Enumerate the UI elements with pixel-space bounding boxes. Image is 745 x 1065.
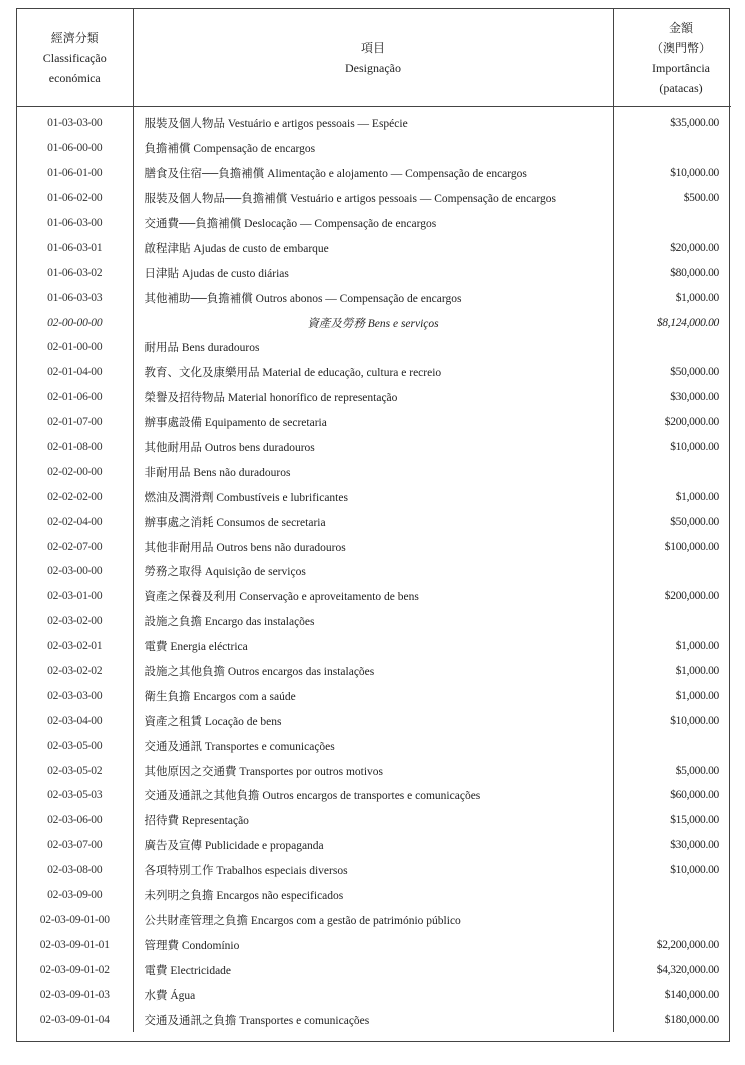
code-cell: 02-02-02-00 [17, 484, 133, 509]
code-cell: 02-03-06-00 [17, 808, 133, 833]
header-currency-pt: (patacas) [659, 80, 703, 95]
amount-cell [613, 459, 731, 484]
designation-cell: 交通及通訊之負擔 Transportes e comunicações [133, 1007, 613, 1032]
table-row [17, 883, 731, 908]
amount-cell [613, 883, 731, 908]
header-currency-zh: （澳門幣） [650, 40, 711, 55]
table-row [17, 808, 731, 833]
amount-cell: $10,000.00 [670, 714, 719, 727]
table-row [17, 609, 731, 634]
table-row [17, 107, 731, 136]
amount-cell: $5,000.00 [675, 764, 719, 777]
amount-cell [613, 908, 731, 933]
designation-cell: 交通及通訊 Transportes e comunicações [133, 733, 613, 758]
header-designation [133, 9, 613, 107]
designation-cell: 其他原因之交通費 Transportes por outros motivos [133, 758, 613, 783]
table-body [17, 107, 731, 1032]
header-amount [613, 9, 731, 107]
amount-cell: $30,000.00 [670, 391, 719, 404]
code-cell: 02-03-09-01-01 [17, 932, 133, 957]
table-row [17, 659, 731, 684]
designation-cell: 其他耐用品 Outros bens duradouros [133, 435, 613, 460]
table-row [17, 908, 731, 933]
amount-cell: $10,000.00 [670, 167, 719, 180]
table-row [17, 211, 731, 236]
header-designation-zh: 項目 [360, 40, 385, 55]
table-row [17, 559, 731, 584]
designation-cell: 非耐用品 Bens não duradouros [133, 459, 613, 484]
code-cell: 02-03-02-02 [17, 659, 133, 684]
code-cell: 02-03-04-00 [17, 708, 133, 733]
designation-cell: 電費 Energia eléctrica [133, 634, 613, 659]
table-row [17, 534, 731, 559]
amount-cell: $180,000.00 [664, 1013, 719, 1026]
code-cell: 02-03-03-00 [17, 683, 133, 708]
code-cell: 02-01-00-00 [17, 335, 133, 360]
code-cell: 02-03-07-00 [17, 833, 133, 858]
table-row [17, 484, 731, 509]
designation-cell: 啟程津貼 Ajudas de custo de embarque [133, 235, 613, 260]
designation-cell: 招待費 Representação [133, 808, 613, 833]
amount-cell: $50,000.00 [670, 515, 719, 528]
designation-cell: 資產及勞務 Bens e serviços [133, 310, 613, 335]
designation-cell: 電費 Electricidade [133, 957, 613, 982]
amount-cell: $140,000.00 [664, 988, 719, 1001]
header-classification-pt-1: Classificação [42, 50, 107, 65]
table-row [17, 957, 731, 982]
table-row [17, 360, 731, 385]
table-row [17, 260, 731, 285]
amount-cell [613, 609, 731, 634]
amount-cell: $1,000.00 [675, 689, 719, 702]
designation-cell: 勞務之取得 Aquisição de serviços [133, 559, 613, 584]
amount-cell: $200,000.00 [664, 590, 719, 603]
code-cell: 01-06-03-01 [17, 235, 133, 260]
table-row [17, 858, 731, 883]
table-row [17, 161, 731, 186]
table-row [17, 410, 731, 435]
code-cell: 02-01-06-00 [17, 385, 133, 410]
designation-cell: 各項特別工作 Trabalhos especiais diversos [133, 858, 613, 883]
table-row [17, 932, 731, 957]
amount-cell: $15,000.00 [670, 814, 719, 827]
code-cell: 02-03-02-00 [17, 609, 133, 634]
code-cell: 02-02-04-00 [17, 509, 133, 534]
designation-cell: 資產之租賃 Locação de bens [133, 708, 613, 733]
table-row [17, 1007, 731, 1032]
amount-cell: $20,000.00 [670, 241, 719, 254]
designation-cell: 未列明之負擔 Encargos não especificados [133, 883, 613, 908]
code-cell: 01-06-01-00 [17, 161, 133, 186]
code-cell: 02-03-02-01 [17, 634, 133, 659]
amount-cell: $1,000.00 [675, 640, 719, 653]
designation-cell: 服裝及個人物品 Vestuário e artigos pessoais — Espécie [133, 107, 613, 136]
table-row [17, 285, 731, 310]
code-cell: 01-06-02-00 [17, 186, 133, 211]
table-row [17, 982, 731, 1007]
amount-cell [613, 136, 731, 161]
amount-cell: $500.00 [683, 192, 719, 205]
amount-cell: $1,000.00 [675, 490, 719, 503]
designation-cell: 辦事處設備 Equipamento de secretaria [133, 410, 613, 435]
code-cell: 02-03-09-00 [17, 883, 133, 908]
amount-cell: $1,000.00 [675, 665, 719, 678]
code-cell: 02-01-07-00 [17, 410, 133, 435]
header-classification-pt-2: económica [48, 70, 101, 85]
amount-cell: $200,000.00 [664, 416, 719, 429]
code-cell: 02-03-09-01-02 [17, 957, 133, 982]
table-row [17, 235, 731, 260]
designation-cell: 教育、文化及康樂用品 Material de educação, cultura e recreio [133, 360, 613, 385]
designation-cell: 設施之其他負擔 Outros encargos das instalações [133, 659, 613, 684]
amount-cell: $1,000.00 [675, 291, 719, 304]
amount-cell: $100,000.00 [664, 540, 719, 553]
amount-cell: $10,000.00 [670, 441, 719, 454]
designation-cell: 服裝及個人物品──負擔補償 Vestuário e artigos pessoais — Compensação de encargos [133, 186, 613, 211]
amount-cell: $10,000.00 [670, 864, 719, 877]
amount-cell: $60,000.00 [670, 789, 719, 802]
amount-cell [613, 335, 731, 360]
amount-cell: $4,320,000.00 [656, 963, 719, 976]
header-designation-pt: Designação [345, 60, 401, 75]
code-cell: 02-03-05-02 [17, 758, 133, 783]
code-cell: 02-03-00-00 [17, 559, 133, 584]
code-cell: 02-03-08-00 [17, 858, 133, 883]
table-row [17, 733, 731, 758]
designation-cell: 水費 Água [133, 982, 613, 1007]
code-cell: 02-01-08-00 [17, 435, 133, 460]
header-classification-zh: 經濟分類 [50, 30, 99, 45]
designation-cell: 管理費 Condomínio [133, 932, 613, 957]
code-cell: 01-06-03-02 [17, 260, 133, 285]
table-row [17, 833, 731, 858]
designation-cell: 衛生負擔 Encargos com a saúde [133, 683, 613, 708]
designation-cell: 公共財產管理之負擔 Encargos com a gestão de património público [133, 908, 613, 933]
amount-cell [613, 733, 731, 758]
code-cell: 01-03-03-00 [17, 107, 133, 136]
header-amount-pt: Importância [652, 60, 710, 75]
table-header-row [17, 9, 731, 107]
table-row [17, 683, 731, 708]
designation-cell: 辦事處之消耗 Consumos de secretaria [133, 509, 613, 534]
code-cell: 02-01-04-00 [17, 360, 133, 385]
table-row [17, 634, 731, 659]
designation-cell: 設施之負擔 Encargo das instalações [133, 609, 613, 634]
amount-cell [613, 559, 731, 584]
table-row [17, 584, 731, 609]
amount-cell: $30,000.00 [670, 839, 719, 852]
designation-cell: 負擔補償 Compensação de encargos [133, 136, 613, 161]
code-cell: 02-03-01-00 [17, 584, 133, 609]
designation-cell: 廣告及宣傳 Publicidade e propaganda [133, 833, 613, 858]
designation-cell: 膳食及住宿──負擔補償 Alimentação e alojamento — Compensação de encargos [133, 161, 613, 186]
amount-cell: $8,124,000.00 [656, 316, 719, 329]
code-cell: 02-02-07-00 [17, 534, 133, 559]
code-cell: 02-02-00-00 [17, 459, 133, 484]
code-cell: 01-06-03-00 [17, 211, 133, 236]
code-cell: 02-03-09-01-03 [17, 982, 133, 1007]
code-cell: 01-06-00-00 [17, 136, 133, 161]
code-cell: 02-03-05-00 [17, 733, 133, 758]
designation-cell: 交通及通訊之其他負擔 Outros encargos de transportes e comunicações [133, 783, 613, 808]
table-row [17, 459, 731, 484]
designation-cell: 榮譽及招待物品 Material honorífico de representação [133, 385, 613, 410]
designation-cell: 其他補助──負擔補償 Outros abonos — Compensação de encargos [133, 285, 613, 310]
code-cell: 02-03-09-01-00 [17, 908, 133, 933]
designation-cell: 燃油及潤滑劑 Combustíveis e lubrificantes [133, 484, 613, 509]
code-cell: 02-03-05-03 [17, 783, 133, 808]
designation-cell: 日津貼 Ajudas de custo diárias [133, 260, 613, 285]
designation-cell: 資產之保養及利用 Conservação e aproveitamento de bens [133, 584, 613, 609]
budget-table-frame [16, 8, 730, 1042]
designation-cell: 交通費──負擔補償 Deslocação — Compensação de encargos [133, 211, 613, 236]
table-row [17, 435, 731, 460]
table-row [17, 136, 731, 161]
table-row [17, 758, 731, 783]
amount-cell: $50,000.00 [670, 366, 719, 379]
designation-cell: 其他非耐用品 Outros bens não duradouros [133, 534, 613, 559]
header-classification [17, 9, 133, 107]
budget-table [17, 9, 731, 1032]
table-row [17, 335, 731, 360]
designation-cell: 耐用品 Bens duradouros [133, 335, 613, 360]
table-row [17, 509, 731, 534]
code-cell: 02-00-00-00 [17, 310, 133, 335]
amount-cell: $80,000.00 [670, 266, 719, 279]
table-row [17, 783, 731, 808]
code-cell: 02-03-09-01-04 [17, 1007, 133, 1032]
code-cell: 01-06-03-03 [17, 285, 133, 310]
amount-cell: $2,200,000.00 [656, 938, 719, 951]
table-row [17, 186, 731, 211]
amount-cell: $35,000.00 [670, 117, 719, 130]
table-row [17, 708, 731, 733]
header-amount-zh: 金額 [668, 20, 693, 35]
section-row [17, 310, 731, 335]
amount-cell [613, 211, 731, 236]
table-row [17, 385, 731, 410]
